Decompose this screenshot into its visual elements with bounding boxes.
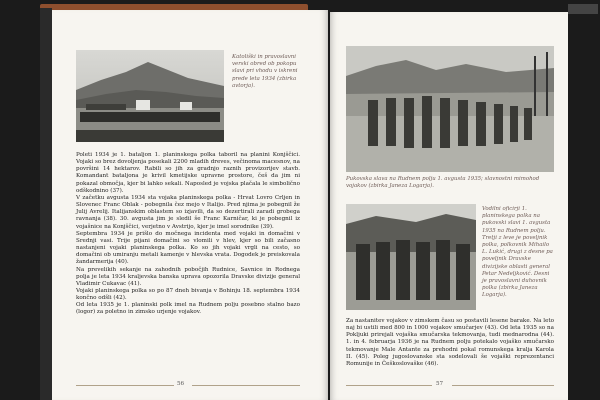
page-number: 57 <box>436 381 444 387</box>
photo-caption: Vodilni oficirji 1. planinskega polka na pukovski slavi 1. avgusta 1935 na Rudnem polju. Tretji z leve je poveljnik polka, polkovnik Mihailo L. Lukić, drugi z desne pa poveljnik Dravske divizijske oblasti general Petar Nedeljković. Desni je pravoslavni duhovnik polka (zbirka Janeza Logarja). <box>482 206 553 299</box>
paragraph: V začetku avgusta 1934 sta vojaka planinskega polka - Hrvat Lovro Crljen in Slovenec Franc Oblak - pobegnila čez mejo v Italijo. Pred njima je pobegnil že Julij Avrelij. Italijanskim oblastem so izjavili, da so dezertirali zaradi grobega ravnanja (38). 30. avgusta jim je sledil še Franc Karničar, ki je pobegnil iz vojašnice na Konjščici, verjetno v Avstrijo, kjer je imel sorodnike (39). <box>76 194 300 230</box>
footer-rule-right <box>452 385 554 386</box>
photo-mountain-ceremony-image <box>76 50 224 142</box>
paragraph: Za nastanitev vojakov v zimskem času so postavili lesene barake. Na leto naj bi ustili med 800 in 1000 vojakov smučarjev (43). Od leta 1935 so na Pokljuki prirejali vojaška smučarska tekmovanja, tudi mednarodna (44). 1. in 4. februarja 1936 je na Rudnem polju potekalo vojaško smučarsko tekmovanje Male Antante za prehodni pokal romunskega kralja Karola II. (45). Poleg jugoslovanske sta sodelovali še vojaški reprezentanci Romunije in Češkoslovaške (46). <box>346 318 554 367</box>
footer-rule-left <box>346 385 432 386</box>
footer-rule-right <box>192 385 300 386</box>
left-page <box>52 10 328 400</box>
paragraph: Septembra 1934 je prišlo do močnega incidenta med vojaki in domačini v Srednji vasi. Trije pijani domačini so vlomili v hlev, kjer so bili začasno nastanjeni vojaki planinskega polka. Ko so jih vojaki vrgli na cesto, so domačini ob umiranju metali kamenje v hlevska vrata. Dogodek je preiskovala žandarmerija (40). <box>76 230 300 266</box>
page-number: 56 <box>177 381 185 387</box>
photo-officers-image <box>346 204 476 310</box>
paragraph: Od leta 1935 je 1. planinski polk imel na Rudnem polju posebno stalno bazo (logor) za poletno in zimsko urjenje vojakov. <box>76 302 300 316</box>
left-body-text <box>76 152 300 317</box>
paragraph: Na prevelikih sekanje na zahodnih pobočjih Rudnice, Savnice in Rodnega polja je leta 1934 kraljevska banska uprava opozorila Dravske divizije general Vladimir Cukavac (41). <box>76 266 300 287</box>
book-cover-edge <box>40 8 52 400</box>
photo-caption: Pukovska slava na Rudnem polju 1. avgusta 1935; slavnostni mimohod vojakov (zbirka Janeza Logarja). <box>346 176 540 190</box>
photo-parade-image <box>346 46 554 172</box>
photo-parade <box>346 46 554 172</box>
footer-rule-left <box>76 385 174 386</box>
photo-officers <box>346 204 476 310</box>
paragraph: Vojaki planinskega polka so po 87 dneh bivanja v Bohinju 18. septembra 1934 končno odšli (42). <box>76 287 300 302</box>
right-page <box>330 12 568 400</box>
book-cover-tab-right <box>568 4 598 14</box>
right-body-text <box>346 318 554 368</box>
paragraph: Poleti 1934 je 1. bataljon 1. planinskega polka taboril na planini Konjščici. Vojaki so brez dovoljenja posekali 2200 mladih dreves, večinoma macesnov, na površini 14 hektarov. Rabili so jih za gradnjo raznih provizorijev stavb. Komandant bataljona je krivil kmetijske upravne prostore, češ da jim ni pokazal območja, kjer bi lahko sekali. Naposled je vojska plačala le simbolično odškodnino (37). <box>76 152 300 194</box>
photo-caption: Katoliški in pravoslavni verski obred ob pokopu slavi pri vhodu v iskreni prede leta 1934 (zbirka avtorja). <box>232 54 298 89</box>
photo-mountain-ceremony <box>76 50 224 142</box>
